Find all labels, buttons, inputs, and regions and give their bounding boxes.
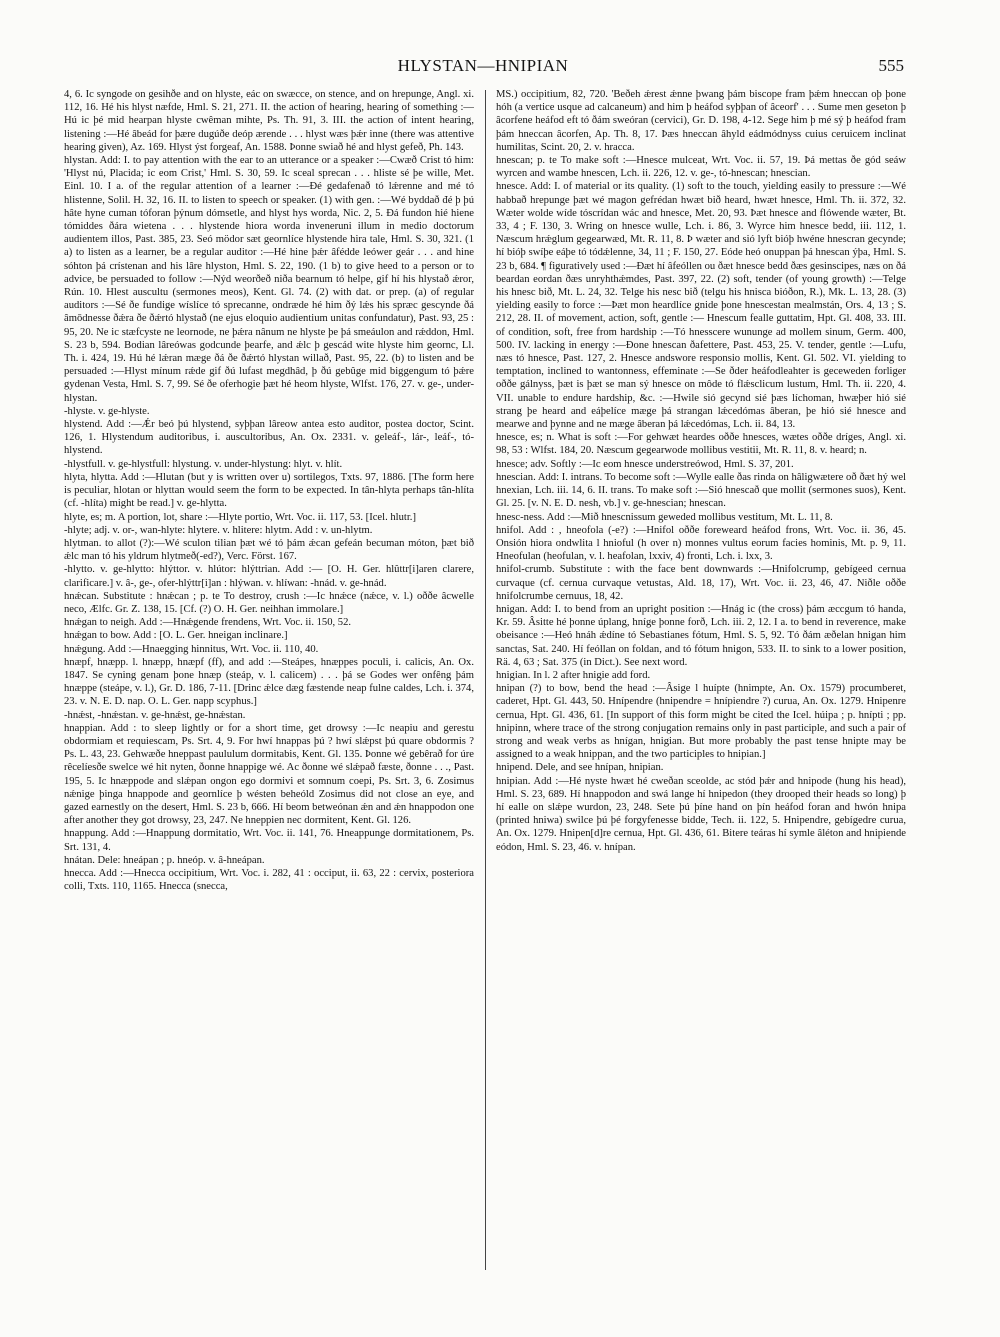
dictionary-entry: hnipend. Dele, and see hnípan, hnipian. [496, 762, 664, 774]
dictionary-entry: -hnǽst, -hnǽstan. v. ge-hnǽst, ge-hnǽstan. [64, 709, 246, 721]
dictionary-entry: hnappung. Add :—Hnappung dormitatio, Wrt. Voc. ii. 141, 76. Hneappunge dormitationem, Ps. Srt. 131, 4. [64, 828, 474, 853]
two-column-body [64, 88, 906, 1274]
dictionary-entry: hnifol. Add : , hneofola (-e?) :—Hnifol oððe foreweard heáfod frons, Wrt. Voc. ii. 36, 45. Onsión hiora ondwlita l hnioful (h over n) monnes vultus eorum facies hominis, Mt. p. 9, 11. Hneofulan (heofulan, v. l. heafolan, lxxiv, 4) fronti, Lch. i. lxx, 3. [496, 524, 906, 563]
dictionary-entry: hnesce; adv. Softly :—Ic eom hnesce understreówod, Hml. S. 37, 201. [496, 458, 794, 470]
right-column [496, 88, 906, 1274]
dictionary-entry: 4, 6. Ic syngode on gesihðe and on hlyste, eác on swæcce, on stence, and on hrepunge, Angl. xi. 112, 16. Hé his hlyst næfde, Hml. S. 21, 271. II. the action of hearing, hearing of something :—Hú ic þé mid hearpan hlyste cwêman mihte, Ps. Th. 91, 3. III. the action of intent hearing, listening :—Hé âbeád for þære dugúðe deóp ærende . . . hlyst wæs þǽr inne (there was attentive hearing given), Az. 169. Hlyst ýst forgeaf, An. 1588. Þonne swiað hé and hlyst gefeð, Ph. 143. [64, 89, 474, 153]
dictionary-entry: hlyta, hlytta. Add :—Hlutan (but y is written over u) sortilegos, Txts. 97, 1886. [The form here is peculiar, hlotan or hlyttan would seem the form to be expected. In tân-hlyta perhaps tân-hlíta (cf. -hlíta) might be read.] v. ge-hlytta. [64, 471, 474, 510]
column-divider [485, 90, 486, 1270]
running-header [62, 56, 904, 78]
dictionary-entry: -hlytto. v. ge-hlytto: hlýttor. v. hlútor: hlýttrian. Add :— [O. H. Ger. hlûttr[i]aren clarere, clarificare.] v. â-, ge-, ofer-hlýttr[i]an : hlýwan. v. hlíwan: -hnád. v. ge-hnád. [64, 564, 474, 589]
dictionary-entry: hnæpf, hnæpp. l. hnæpp, hnæpf (ff), and add :—Steápes, hnæppes poculi, i. calicis, An. Ox. 1847. Se cyning genam þone hnæp (steáp, v. l. calicem) . . . þá se Godes wer onfêng þám hnæppe (steápe, v. l.), Gr. D. 186, 7-11. [Drinc ǽlce dæg fæstende neap fulne caldes, Lch. i. 374, 23. v. N. E. D. nap. O. L. Ger. napp scyphus.] [64, 656, 474, 708]
dictionary-entry: hnigan. Add: I. to bend from an upright position :—Hnág ic (the cross) þám æccgum tó handa, Kr. 59. Âsitte hé þonne úplang, hníge þonne forð, Lch. iii. 2, 12. I a. to bend in reverence, make obeisance :—Heó hnáh ǽdíne tó Sebastianes fótum, Hml. S. 5, 92. Tó ðám æðelan hnigan him sanctas, Sat. 240. Hí feóllan on foldan, and tó fótum hnigon, 533. II. to sink to a lower position, Rä. 4, 63 ; Sat. 375 (in Dict.). See next word. [496, 603, 906, 668]
dictionary-entry: -hlystfull. v. ge-hlystfull: hlystung. v. under-hlystung: hlyt. v. hlít. [64, 458, 343, 470]
dictionary-entry: hnipian. Add :—Hé nyste hwæt hé cweðan sceolde, ac stód þǽr and hnipode (hung his head), Hml. S. 23, 689. Hí hnappodon and swá lange hí hnipedon (they drooped their heads so long) þ hí ealle on slǽpe wurdon, 23, 248. Sete þú þíne hand on þín heáfod foran and hwón hnipa (printed hniwa) swilce þú þé forgyfenesse bidde, Tech. ii. 122, 5. Hnipendre, gebígedre curua, An. Ox. 1279. Hnipen[d]re cernua, Hpt. Gl. 436, 61. Bitere teáras hí symle âléton and hnipiende eódon, Hml. S. 23, 46. v. hnípan. [496, 775, 906, 853]
dictionary-entry: hlytman. to allot (?):—Wé sculon tilian þæt wé tó þám ǽcan gefeán becuman móton, þæt bið ǽlc man tó his yldrum hlytmeð(-ed?), Verc. Först. 167. [64, 537, 474, 563]
dictionary-entry: -hlyte; adj. v. or-, wan-hlyte: hlytere. v. hlitere: hlytm. Add : v. un-hlytm. [64, 524, 373, 536]
dictionary-entry: hnesce. Add: I. of material or its quality. (1) soft to the touch, yielding easily to pressure :—Wé habbað hrepunge þæt wé magon gefrédan hwæt bið heard, hwæt hnesce, Hml. Th. ii. 372, 32. Wæter wolde wíde tóscrídan wác and hnesce, Met. 20, 93. Þæt hnesce and flówende wæter, Bt. 33, 4 ; F. 130, 3. Wring on hnesce wulle, Lch. i. 86, 3. Wyrce him hnesce bedd, iii. 112, 1. Næscum hrǽglum gegearwæd, Mt. R. 11, 8. Þ wæter and sió lyft bióþ hwéne hnescran gecynde; hí bióþ swíþe eáþe tó tódǽlenne, 34, 11 ; F. 150, 27. Eóde heó onuppan þá hnescan ýþa, Hml. S. 23 b, 684. ¶ figuratively used :—Ðæt hí âfeóllen ou ðæt hnesce bedd ðæs gesinscipes, næs on ðá beardan eordan ðæs unryhthǽmdes, Past. 397, 22. (2) soft, tender (of young growth) :—Telge his hnesc bið, Mt. L. 24, 32. Telge his nesc bið (telgu his hnisca bióðon, R.), Mk. L. 13, 28. (3) yielding easily to force :—Þæt mon heardlíce gnide þone hnescestan mealmstán, Ors. 4, 13 ; S. 212, 28. II. of movement, action, soft, gentle :— Hnescum fealle guttatim, Hpt. Gl. 408, 33. III. of condition, soft, free from hardship :—Tó hnesscere wununge ad mollem sinum, Germ. 400, 500. IV. lacking in energy :—Ðone hnescan ðafettere, Past. 453, 25. V. tender, gentle :—Lufu, næs tó hnesce, Past. 127, 2. Hnesce andswore responsio mollis, Kent. Gl. 502. VI. yielding to temptation, inclined to wantonness, effeminate :—Se ðder heáfodleahter is geceweden forliger oððe gálnyss, þæt is þæt se man sý hnesce on môde tó flǽsclicum lustum, Hml. Th. ii. 220, 4. VII. unable to endure hardship, &c. :—Hwile sió gecynd sié þæs líchoman, hwæþer hió sié strang þe heard and eáþelíce mæge þá strangan lǽcedómas âberan, þe hió sié hnesce and mearwe and þynne and ne mæge âberan þá lǽcedómas, Lch. ii. 84, 13. [496, 181, 906, 431]
dictionary-entry: hnesce, es; n. What is soft :—For gehwæt heardes oððe hnesces, wætes oððe dríges, Angl. xi. 98, 53 : Wlfst. 184, 20. Næscum gegearwode mollibus vestitii, Mt. R. 11, 8. v. heard; n. [496, 432, 906, 457]
page-number: 555 [878, 56, 904, 75]
dictionary-entry: hnipan (?) to bow, bend the head :—Âsige l huípte (hnimpte, An. Ox. 1579) procumberet, caderet, Hpt. Gl. 443, 50. Hnípendre (hnipendre = hnípiendre ?) curua, An. Ox. 1279. Hnipenre cernua, Hpt. Gl. 436, 61. [In support of this form might be cited the Icel. húipa ; p. hnípti ; pp. hnipinn, where trace of the strong conjugation remains only in past participle, and such a pair of strong and weak verbs as hnígan, hnigian. But more probably the past tense hnipte may be assigned to a weak hnippan, and the two participles to hnipian.] [496, 683, 906, 761]
dictionary-entry: MS.) occipitium, 82, 720. 'Beðeh ǽrest ǽnne þwang þám biscope fram þǽm hneccan oþ þone hóh (a vertice usque ad calcaneum) and him þ heáfod syþþan of âceorf' . . . Sume men geseton þ âcorfene heáfod eft tó ðám sweóran (cervici), Gr. D. 198, 4-12. Sege him þ mé sý þ heáfod fram þám hneccan âcorfen, Ap. Th. 8, 17. Þæs hneccan âhyld eádmódnyss cuius ceruicem inclinat humilitas, Scint. 20, 2. v. hracca. [496, 89, 906, 153]
dictionary-entry: hnecca. Add :—Hnecca occipitium, Wrt. Voc. i. 282, 41 : occiput, ii. 63, 22 : cervix, posteriora colli, Txts. 110, 1165. Hnecca (snecca, [64, 867, 474, 893]
dictionary-entry: hnǽcan. Substitute : hnǽcan ; p. te To destroy, crush :—Ic hnǽce (nǽce, v. l.) oððe âcwelle neco, Ælfc. Gr. Z. 138, 15. [Cf. (?) O. H. Ger. neihhan immolare.] [64, 590, 474, 615]
dictionary-entry: hnescan; p. te To make soft :—Hnesce mulceat, Wrt. Voc. ii. 57, 19. Þá mettas ðe gód seáw wyrcen and wambe hnescen, Lch. ii. 226, 12. v. ge-, tó-hnescan; hnescian. [496, 155, 906, 180]
dictionary-entry: hnappian. Add : to sleep lightly or for a short time, get drowsy :—Ic neapiu and gerestu obdormiam et requiescam, Ps. Srt. 4, 9. For hwí hnappas þú ? hwí slǽpst þú quare obdormis ? Ps. L. 43, 23. Gehwæðe hneppast paululum dormitabis, Kent. Gl. 135. Þonne wé gebêrað for úre rêcelíesðe swelce wé hit nyten, ðonne hnappige wé. Ac ðonne wé slǽpað fæste, ðonne . . ., Past. 195, 5. Ic hnæppode and slǽpan ongon ego dormivi et somnum coepi, Ps. Srt. 3, 6. Zosimus nǽnige þinga hnappode and geornlíce þ wésten beheóld Zosimus did not close an eye, and gazed earnestly on the desert, Hml. S. 23 b, 666. Hí beom betweónan ǽn and ǽn hnappodon one after another they got drowsy, 23, 247. Ne hneppien nec dormitent, Kent. Gl. 126. [64, 722, 474, 827]
dictionary-entry: hnifol-crumb. Substitute : with the face bent downwards :—Hnifolcrump, gebígeed cernua curvaque (cf. cernua curvaque vetustas, Ald. 18, 17), Wrt. Voc. ii. 23, 46, 47. Niðle oððe hnifolcrumbe cernuus, 18, 42. [496, 564, 906, 602]
dictionary-entry: hnǽgan to neigh. Add :—Hnǽgende frendens, Wrt. Voc. ii. 150, 52. [64, 617, 352, 629]
dictionary-entry: -hlyste. v. ge-hlyste. [64, 405, 150, 417]
dictionary-entry: hnesc-ness. Add :—Mið hnescnissum geweded mollibus vestitum, Mt. L. 11, 8. [496, 511, 833, 523]
dictionary-entry: hnǽgung. Add :—Hnaegging hinnitus, Wrt. Voc. ii. 110, 40. [64, 643, 319, 655]
running-title: HLYSTAN—HNIPIAN [397, 56, 569, 75]
dictionary-entry: hnigian. In l. 2 after hnigie add ford. [496, 669, 651, 681]
dictionary-entry: hlyte, es; m. A portion, lot, share :—Hlyte portio, Wrt. Voc. ii. 117, 53. [Icel. hlutr.] [64, 511, 416, 523]
dictionary-entry: hlystan. Add: I. to pay attention with the ear to an utterance or a speaker :—Cwæð Crist tó him: 'Hlyst nú, Placida; ic eom Crist,' Hml. S. 30, 59. Ic sceal sprecan . . . hliste sé þe wille, Met. Einl. 10. I a. of the regular attention of a learner :—Ðé gedafenað tó lǽrenne and mé tó hlistenne, Solil. H. 32, 16. II. to listen to speech or speaker. (1) with gen. :—Wé byddað đé þ þú hâte hyne cuman tóforan þýnum dómsetle, and hlyst hys worda, Nic. 2, 5. Ðá fundon hié hiene tómiddes ðára wietena . . . hlystende hiora worda inveneruni illum in medio doctorum audientem illos, Past. 385, 23. Seó mödor sæt geornlíce hlystende hira tale, Hml. S. 30, 321. (1 a) to listen as a learner, be a regular auditor :—Hé hine þǽr âfédde leówer geár . . . and hine sóhton þá crístenan and his lâre hlyston, Hml. S. 22, 190. (1 b) to give heed to a person or to advice, be persuaded to follow :—Nýd weorðeð niða bearnum tó helpe, gif hí his hlystað ǽror, Rún. 10. Hlest auscultu (sermones meos), Kent. Gl. 74. (2) with dat. or prep. (a) of regular auditors :—Sé ðe fundige wíslíce tó sprecanne, ondræde hé him ðý lǽs his spræc gescynde ðá âmōdnesse ðǽra ðe ðǽrtó hlystað (ne ejus eloquio audientium unitas confundatur), Past. 93, 25 : 95, 20. Ne ic stæfcyste ne leornode, ne þǽra nânum ne hlyste þe þá smeáulon and rǽddon, Hml. S. 23 b, 594. Bodian lâreówas godcunde þearfe, and ǽlc þ gescád wite hlyste him geornc, Ll. Th. i. 424, 19. Hú hé lǽran mæge ðá ðe ðǽrtó hlystan willað, Past. 95, 22. (b) to listen and be persuaded :—Hlyst mínum rǽde gif ðú lufast megdhâd, þ ðú gebûge mid biggengum tó þǽre gydenan Vesta, Hml. S. 7, 99. Sé ðe oferhogie þæt hé heom hlyste, Wlfst. 176, 27. v. ge-, under-hlystan. [64, 155, 474, 404]
left-column [64, 88, 474, 1274]
dictionary-entry: hlystend. Add :—Ǽr beó þú hlystend, syþþan lâreow antea esto auditor, postea doctor, Scint. 126, 1. Hlystendum auditoribus, i. auscultoribus, An. Ox. 2331. v. geleáf-, lár-, leáf-, tó-hlystend. [64, 419, 474, 457]
dictionary-entry: hnǽgan to bow. Add : [O. L. Ger. hneigan inclinare.] [64, 630, 288, 642]
dictionary-entry: hnátan. Dele: hneápan ; p. hneóp. v. â-hneápan. [64, 854, 265, 866]
dictionary-entry: hnescian. Add: I. intrans. To become soft :—Wylle ealle ðas rinda on hâligwætere oð ðæt hý wel hnexian, Lch. iii. 14, 6. II. trans. To make soft :—Sió hnescað que mollit (sermones suos), Kent. Gl. 25. [v. N. E. D. nesh, vb.] v. ge-hnescian; hnescan. [496, 471, 906, 510]
